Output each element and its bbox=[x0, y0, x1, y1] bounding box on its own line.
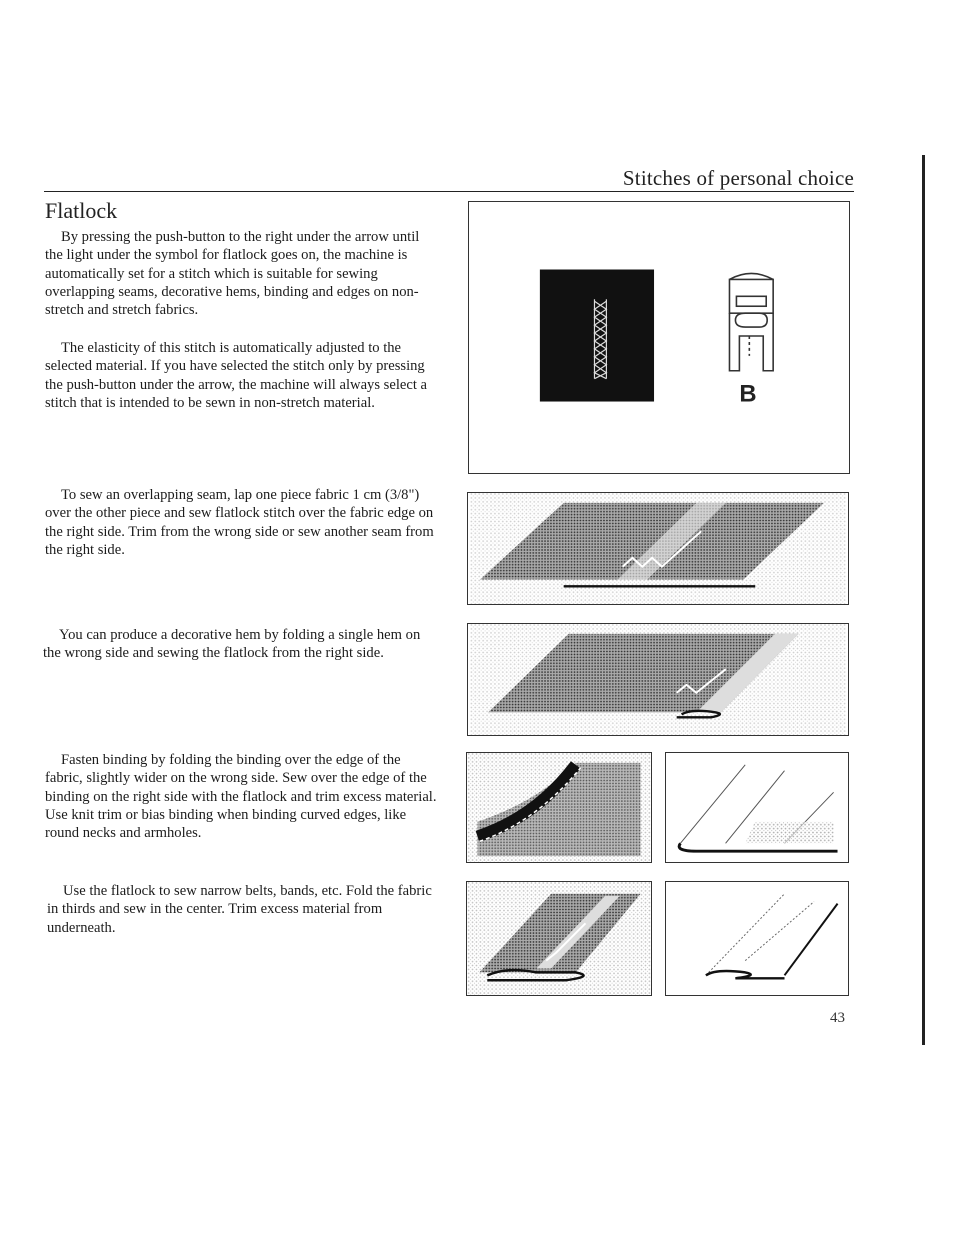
page-edge-line bbox=[922, 155, 925, 1045]
belt-trimmed-illustration bbox=[666, 882, 848, 995]
paragraph-overlap-text: To sew an overlapping seam, lap one piece fabric 1 cm (3/8") over the other piece and sew flatlock stitch over the fabric edge on the right side. Trim from the wrong side or sew another seam from the right side. bbox=[45, 487, 434, 558]
paragraph-intro bbox=[45, 228, 440, 319]
header-rule bbox=[44, 191, 854, 192]
paragraph-binding-text: Fasten binding by folding the binding over the edge of the fabric, slightly wider on the wrong side. Sew over the edge of the binding on the right side with the flatlock and trim excess material. Use knit trim or bias binding when binding curved edges, like round necks and armholes. bbox=[45, 752, 437, 842]
paragraph-intro-text: By pressing the push-button to the right under the arrow until the light under the symbol for flatlock goes on, the machine is automatically set for a stitch which is suitable for sewing overlapping seams, decorative hems, binding and edges on non-stretch and stretch fabrics. bbox=[45, 229, 420, 319]
belt-folded-illustration bbox=[467, 882, 651, 995]
paragraph-hem-text: You can produce a decorative hem by folding a single hem on the wrong side and sewing the flatlock from the right side. bbox=[43, 627, 421, 662]
paragraph-belts bbox=[47, 882, 442, 937]
figure-decorative-hem bbox=[467, 623, 849, 736]
figure-binding-curved bbox=[466, 752, 652, 863]
paragraph-belts-text: Use the flatlock to sew narrow belts, bands, etc. Fold the fabric in thirds and sew in the center. Trim excess material from underneath. bbox=[47, 883, 432, 936]
presser-foot-label: B bbox=[739, 380, 757, 408]
overlapping-seam-illustration bbox=[468, 493, 848, 604]
paragraph-elasticity bbox=[45, 339, 440, 412]
figure-overlapping-seam bbox=[467, 492, 849, 605]
figure-belt-folded bbox=[466, 881, 652, 996]
paragraph-hem bbox=[43, 626, 438, 663]
presser-foot-icon bbox=[729, 273, 773, 370]
paragraph-binding bbox=[45, 751, 440, 842]
binding-curved-illustration bbox=[467, 753, 651, 862]
page-header-title: Stitches of personal choice bbox=[622, 166, 854, 190]
paragraph-overlap bbox=[45, 486, 440, 559]
figure-stitch-and-foot bbox=[468, 201, 850, 474]
decorative-hem-illustration bbox=[468, 624, 848, 735]
paragraph-elasticity-text: The elasticity of this stitch is automatically adjusted to the selected material. If you have selected the stitch only by pressing the push-button under the arrow, the machine will always select a stitch that is intended to be sewn in non-stretch material. bbox=[45, 340, 428, 411]
figure-binding-straight bbox=[665, 752, 849, 863]
figure-belt-trimmed bbox=[665, 881, 849, 996]
flatlock-symbol-panel bbox=[540, 270, 654, 402]
binding-straight-illustration bbox=[666, 753, 848, 862]
section-title: Flatlock bbox=[45, 198, 118, 223]
page-number: 43 bbox=[830, 1010, 845, 1026]
stitch-and-foot-illustration bbox=[469, 202, 849, 473]
